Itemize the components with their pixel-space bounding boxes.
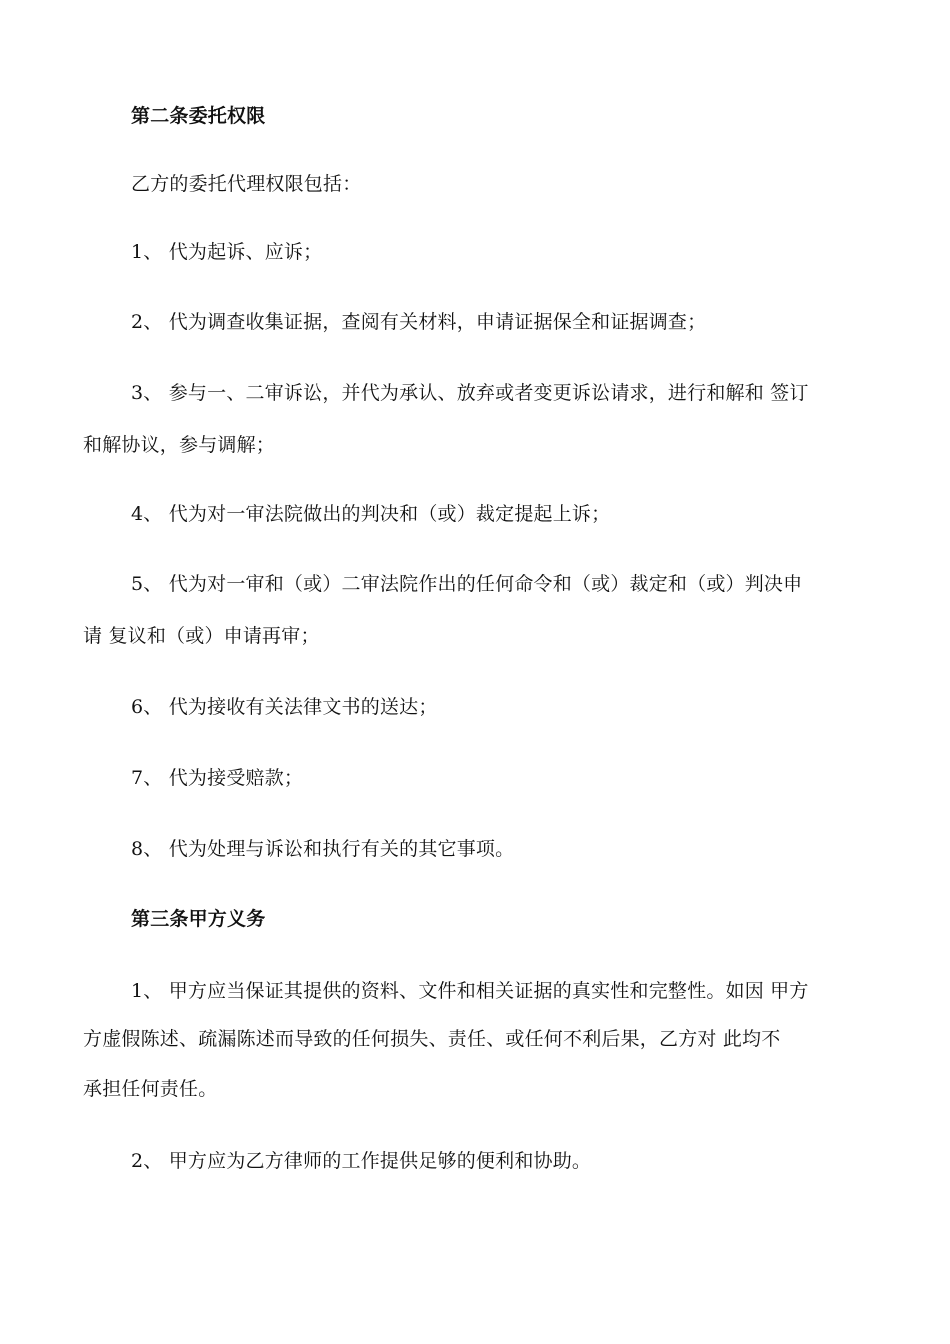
section-2-item-8: 8、 代为处理与诉讼和执行有关的其它事项。	[131, 838, 515, 860]
section-3-item-1-line-3: 承担任何责任。	[83, 1078, 218, 1100]
section-2-item-6: 6、 代为接收有关法律文书的送达；	[131, 696, 438, 718]
section-2-item-2: 2、 代为调查收集证据，查阅有关材料，申请证据保全和证据调查；	[131, 311, 707, 333]
section-2-item-4: 4、 代为对一审法院做出的判决和（或）裁定提起上诉；	[131, 503, 611, 525]
section-3-item-2: 2、 甲方应为乙方律师的工作提供足够的便利和协助。	[131, 1150, 592, 1172]
section-3-item-1-line-2: 方虚假陈述、疏漏陈述而导致的任何损失、责任、或任何不利后果，乙方对 此均不	[83, 1028, 781, 1050]
section-2-intro: 乙方的委托代理权限包括：	[131, 173, 362, 195]
section-2-item-7: 7、 代为接受赔款；	[131, 767, 304, 789]
section-2-heading: 第二条委托权限	[131, 105, 266, 127]
section-2-item-5-line-2: 请 复议和（或）申请再审；	[83, 625, 320, 647]
section-3-heading: 第三条甲方义务	[131, 908, 266, 930]
section-2-item-1: 1、 代为起诉、应诉；	[131, 241, 323, 263]
section-2-item-3-line-2: 和解协议，参与调解；	[83, 434, 276, 456]
section-2-item-3-line-1: 3、 参与一、二审诉讼，并代为承认、放弃或者变更诉讼请求，进行和解和 签订	[131, 382, 809, 404]
section-2-item-5-line-1: 5、 代为对一审和（或）二审法院作出的任何命令和（或）裁定和（或）判决申	[131, 573, 803, 595]
section-3-item-1-line-1: 1、 甲方应当保证其提供的资料、文件和相关证据的真实性和完整性。如因 甲方	[131, 980, 809, 1002]
